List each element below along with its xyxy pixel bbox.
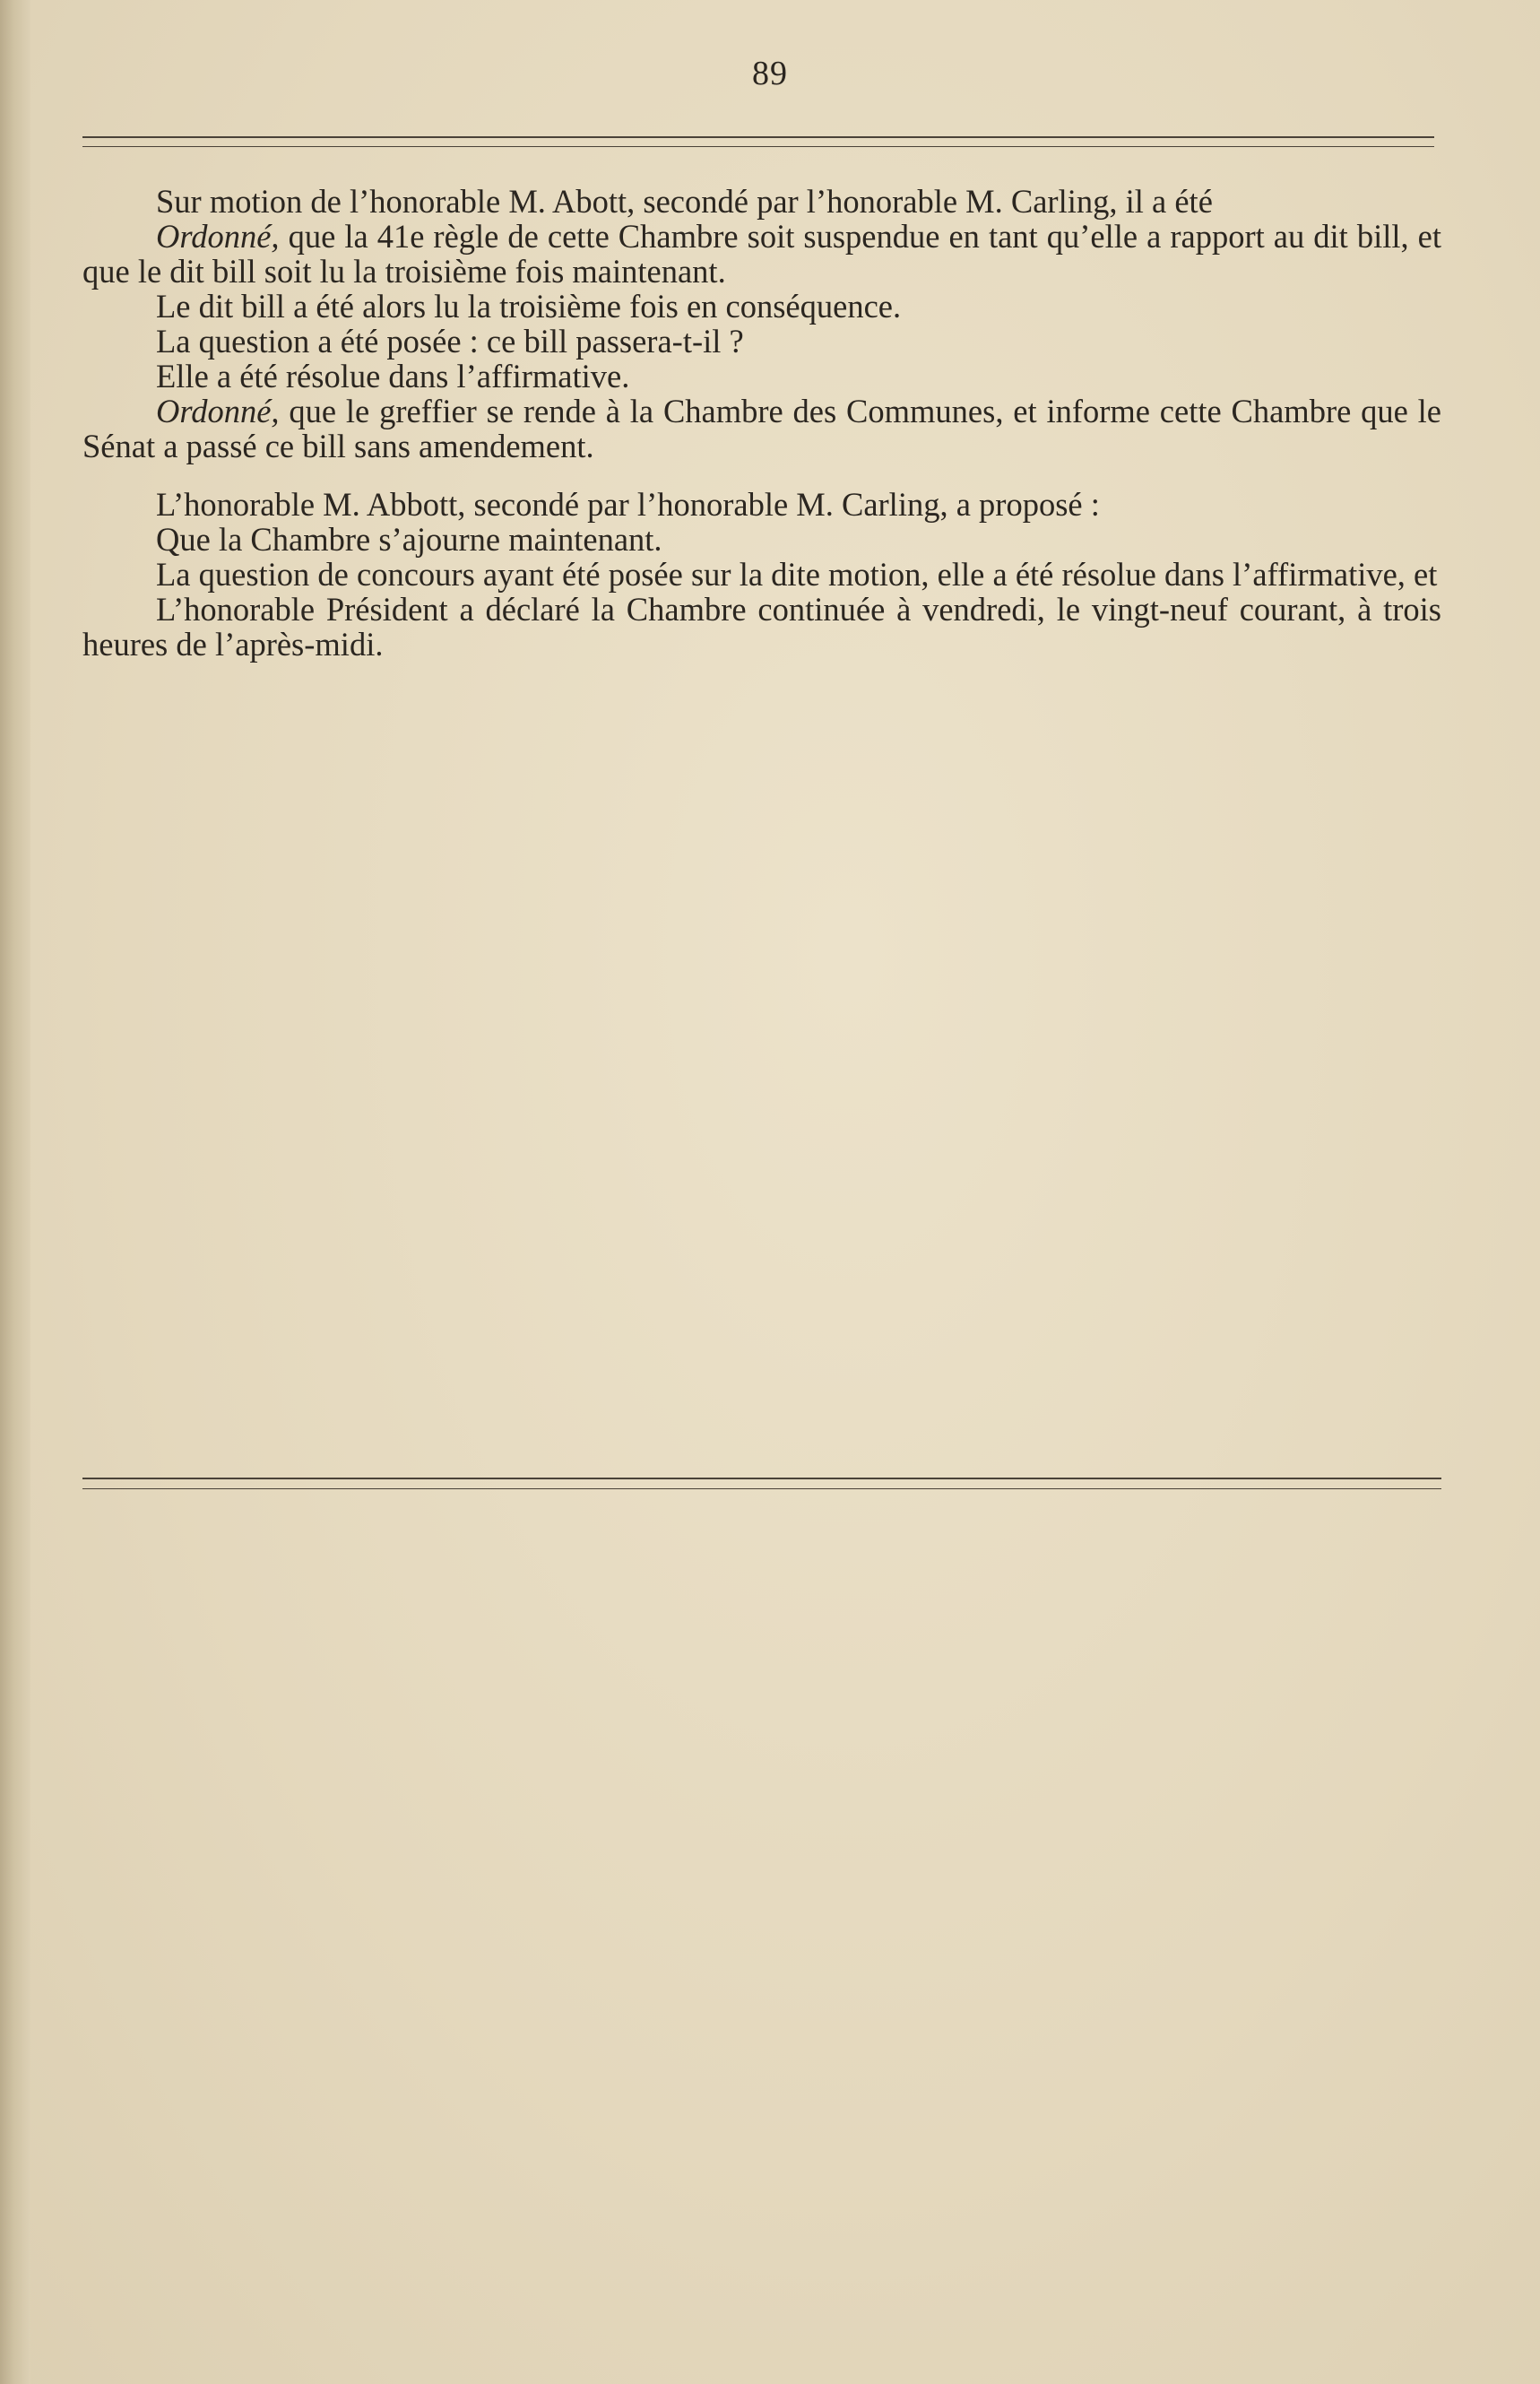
paragraph-2-lead: Ordonné, [156, 218, 280, 255]
paragraph-6-text: que le greffier se rende à la Chambre des Communes, et informe cette Chambre que le Sénat a passé ce bill sans amendement. [82, 393, 1441, 464]
paragraph-3 [82, 289, 1441, 324]
footer-rule-bottom [82, 1488, 1441, 1489]
paragraph-6 [82, 394, 1441, 464]
paragraph-4-text: La question a été posée : ce bill passera-t-il ? [156, 323, 744, 360]
body-text [82, 184, 1441, 662]
page-number: 89 [752, 55, 788, 92]
paragraph-10-text: L’honorable Président a déclaré la Chambre continuée à vendredi, le vingt-neuf courant, à trois heures de l’après-midi. [82, 591, 1441, 663]
paragraph-1-text: Sur motion de l’honorable M. Abott, secondé par l’honorable M. Carling, il a été [156, 183, 1213, 220]
paragraph-3-text: Le dit bill a été alors lu la troisième fois en conséquence. [156, 288, 902, 325]
paragraph-2 [82, 219, 1441, 289]
paragraph-5 [82, 359, 1441, 394]
paragraph-1 [82, 184, 1441, 219]
footer-rule-top [82, 1478, 1441, 1479]
paragraph-8-text: Que la Chambre s’ajourne maintenant. [156, 521, 662, 558]
paragraph-9-text: La question de concours ayant été posée sur la dite motion, elle a été résolue dans l’affirmative, et [156, 556, 1438, 593]
paragraph-2-text: que la 41e règle de cette Chambre soit suspendue en tant qu’elle a rapport au dit bill, et que le dit bill soit lu la troisième fois maintenant. [82, 218, 1441, 290]
paragraph-8 [82, 522, 1441, 557]
paragraph-5-text: Elle a été résolue dans l’affirmative. [156, 358, 630, 394]
paragraph-4 [82, 324, 1441, 359]
paragraph-7-text: L’honorable M. Abbott, secondé par l’honorable M. Carling, a proposé : [156, 486, 1100, 523]
paragraph-10 [82, 592, 1441, 662]
header-rule-bottom [82, 146, 1434, 147]
binding-edge [0, 0, 30, 2384]
paragraph-6-lead: Ordonné, [156, 393, 280, 429]
paragraph-7 [82, 487, 1441, 522]
paragraph-9 [82, 557, 1441, 592]
header-rule-top [82, 136, 1434, 138]
